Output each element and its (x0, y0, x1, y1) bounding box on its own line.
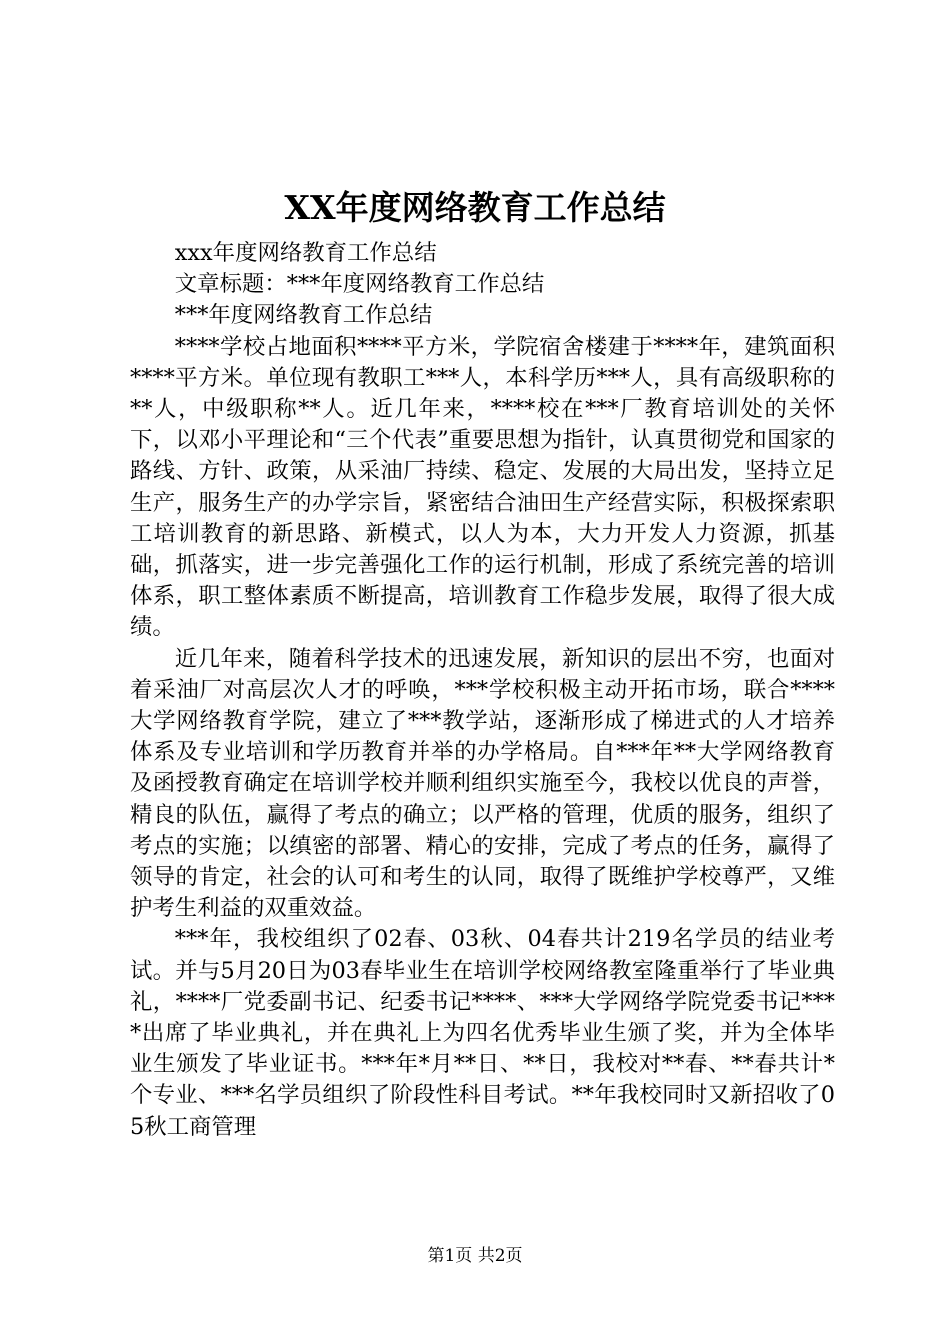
paragraph-subtitle: xxx年度网络教育工作总结 (174, 240, 437, 266)
page-number-footer: 第1页 共2页 (427, 1246, 523, 1266)
document-body (130, 238, 835, 1143)
paragraph-heading: ***年度网络教育工作总结 (174, 302, 433, 329)
paragraph-exams-graduation: ***年，我校组织了02春、03秋、04春共计219名学员的结业考试。并与5月20日为03春毕业生在培训学校网络教室隆重举行了毕业典礼，****厂党委副书记、纪委书记****、***大学网络学院党委书记****出席了毕业典礼，并在典礼上为四名优秀毕业生颁了奖，并为全体毕业生颁发了毕业证书。***年*月**日、**日，我校对**春、**春共计*个专业、***名学员组织了阶段性科目考试。**年我校同时又新招收了05秋工商管理 (130, 926, 835, 1140)
paragraph-article-title: 文章标题：***年度网络教育工作总结 (174, 271, 545, 298)
paragraph-network-education: 近几年来，随着科学技术的迅速发展，新知识的层出不穷，也面对着采油厂对高层次人才的呼唤，***学校积极主动开拓市场，联合****大学网络教育学院，建立了***教学站，逐渐形成了梯进式的人才培养体系及专业培训和学历教育并举的办学格局。自***年**大学网络教育及函授教育确定在培训学校并顺利组织实施至今，我校以优良的声誉，精良的队伍，赢得了考点的确立；以严格的管理，优质的服务，组织了考点的实施；以缜密的部署、精心的安排，完成了考点的任务，赢得了领导的肯定，社会的认可和考生的认同，取得了既维护学校尊严，又维护考生利益的双重效益。 (130, 645, 835, 922)
document-title: XX年度网络教育工作总结 (284, 188, 666, 227)
paragraph-school-overview: ****学校占地面积****平方米，学院宿舍楼建于****年，建筑面积****平方米。单位现有教职工***人，本科学历***人，具有高级职称的**人，中级职称**人。近几年来，****校在***厂教育培训处的关怀下，以邓小平理论和“三个代表”重要思想为指针，认真贯彻党和国家的路线、方针、政策，从采油厂持续、稳定、发展的大局出发，坚持立足生产，服务生产的办学宗旨，紧密结合油田生产经营实际，积极探索职工培训教育的新思路、新模式，以人为本，大力开发人力资源，抓基础，抓落实，进一步完善强化工作的运行机制，形成了系统完善的培训体系，职工整体素质不断提高，培训教育工作稳步发展，取得了很大成绩。 (130, 333, 835, 641)
